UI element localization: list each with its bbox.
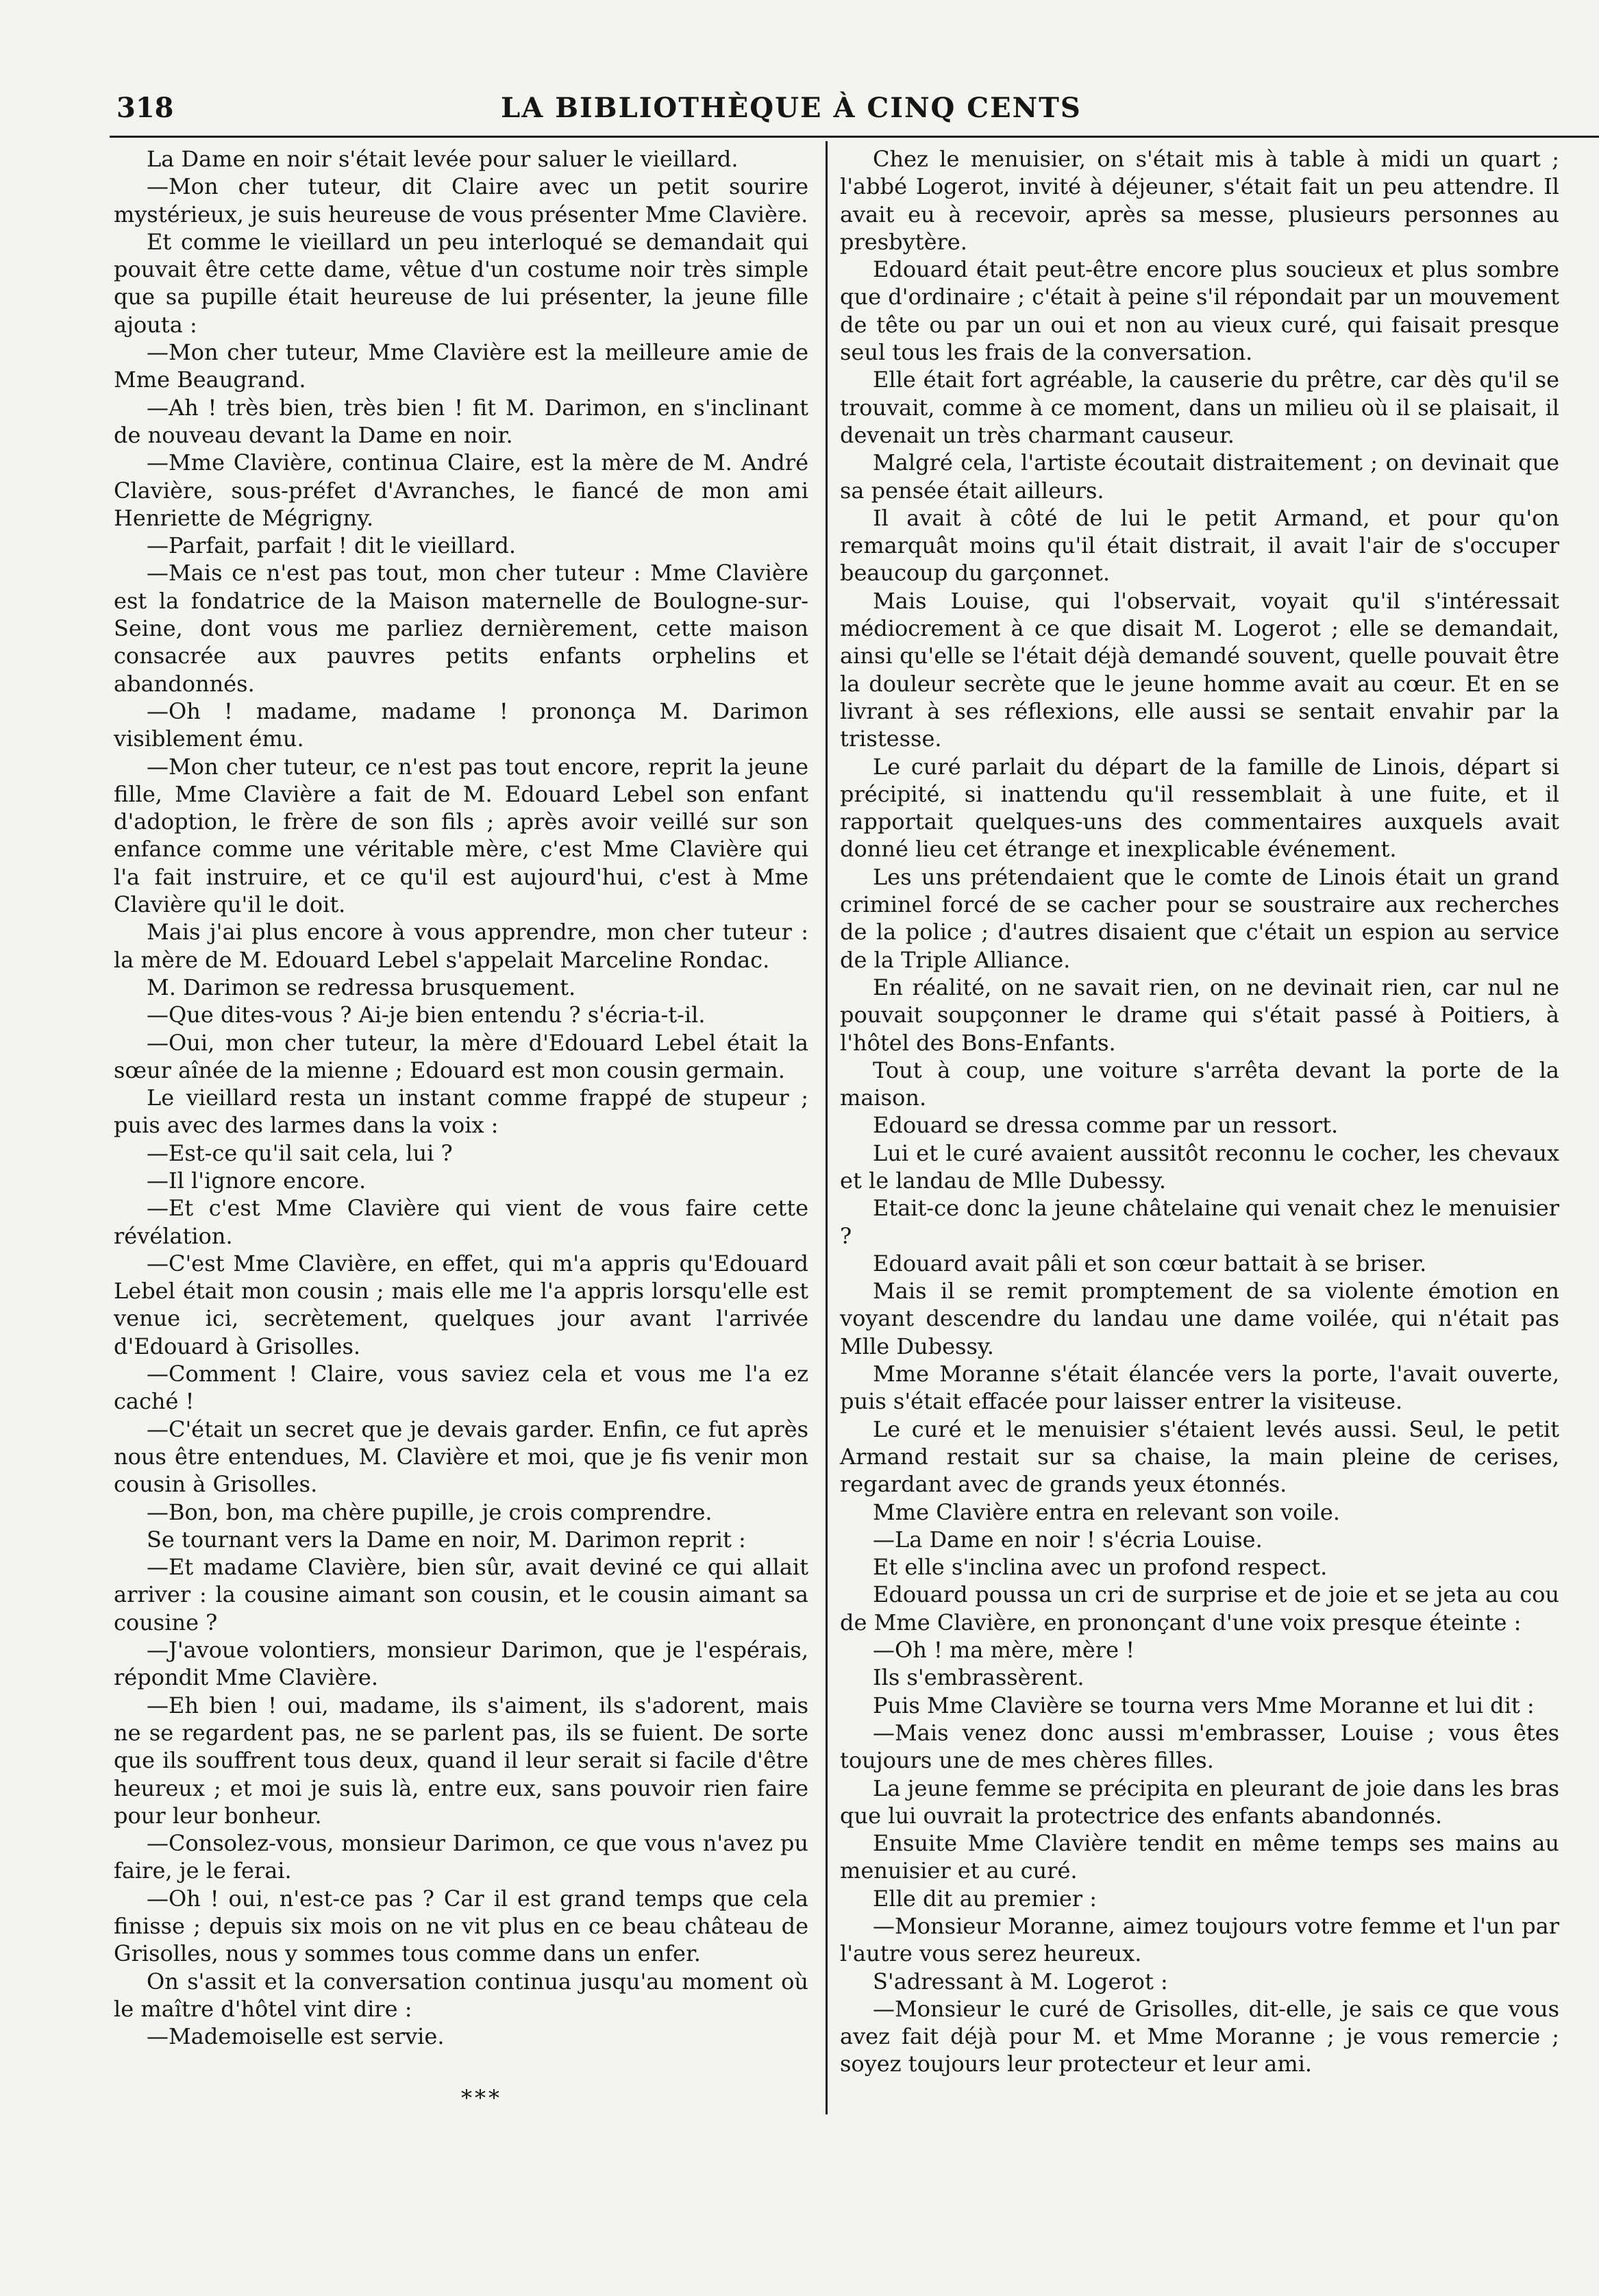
paragraph: —Que dites-vous ? Ai-je bien entendu ? s'écria-t-il. <box>147 1002 706 1028</box>
paragraph: Mme Moranne s'était élancée vers la porte, l'avait ouverte, puis s'était effacée pour laisser entrer la visiteuse. <box>840 1361 1559 1415</box>
section-separator: *** <box>461 2085 502 2112</box>
paragraph: —Oui, mon cher tuteur, la mère d'Edouard Lebel était la sœur aînée de la mienne ; Edouard est mon cousin germain. <box>114 1029 808 1083</box>
paragraph: —Eh bien ! oui, madame, ils s'aiment, ils s'adorent, mais ne se regardent pas, ne se parlent pas, ils se fuient. De sorte que ils souffrent tous deux, quand il leur serait si facile d'être heureux ; et moi je suis là, entre eux, sans pouvoir rien faire pour leur bonheur. <box>114 1692 808 1829</box>
paragraph: —Est-ce qu'il sait cela, lui ? <box>147 1139 453 1166</box>
left-column <box>114 145 808 2112</box>
paragraph: —Oh ! ma mère, mère ! <box>873 1637 1135 1664</box>
paragraph: Edouard avait pâli et son cœur battait à se briser. <box>873 1250 1427 1276</box>
paragraph: —C'est Mme Clavière, en effet, qui m'a appris qu'Edouard Lebel était mon cousin ; mais elle me l'a appris lorsqu'elle est venue ici, secrètement, quelques jour avant l'arrivée d'Edouard à Grisolles. <box>114 1250 808 1359</box>
paragraph: Lui et le curé avaient aussitôt reconnu le cocher, les chevaux et le landau de Mlle Dubessy. <box>840 1139 1559 1194</box>
paragraph: —Oh ! madame, madame ! prononça M. Darimon visiblement ému. <box>114 698 808 752</box>
paragraph: —Et c'est Mme Clavière qui vient de vous faire cette révélation. <box>114 1195 808 1249</box>
paragraph: —Et madame Clavière, bien sûr, avait deviné ce qui allait arriver : la cousine aimant son cousin, et le cousin aimant sa cousine ? <box>114 1554 808 1635</box>
paragraph: Chez le menuisier, on s'était mis à table à midi un quart ; l'abbé Logerot, invité à déjeuner, s'était fait un peu attendre. Il avait eu à recevoir, après sa messe, plusieurs personnes au presbytère. <box>840 146 1559 255</box>
paragraph: Edouard se dressa comme par un ressort. <box>873 1112 1339 1139</box>
paragraph: —Il l'ignore encore. <box>147 1167 367 1194</box>
paragraph: S'adressant à M. Logerot : <box>873 1968 1168 1995</box>
paragraph: Ensuite Mme Clavière tendit en même temps ses mains au menuisier et au curé. <box>840 1830 1559 1884</box>
paragraph: —Mon cher tuteur, Mme Clavière est la meilleure amie de Mme Beaugrand. <box>114 339 808 393</box>
paragraph: Mme Clavière entra en relevant son voile. <box>873 1498 1340 1525</box>
paragraph: Et elle s'inclina avec un profond respect. <box>873 1554 1328 1581</box>
paragraph: —Monsieur Moranne, aimez toujours votre femme et l'un par l'autre vous serez heureux. <box>840 1913 1559 1967</box>
paragraph: —Ah ! très bien, très bien ! fit M. Darimon, en s'inclinant de nouveau devant la Dame en noir. <box>114 394 808 448</box>
paragraph: La Dame en noir s'était levée pour saluer le vieillard. <box>147 146 739 172</box>
paragraph: Le curé et le menuisier s'étaient levés aussi. Seul, le petit Armand restait sur sa chaise, la main pleine de cerises, regardant avec de grands yeux étonnés. <box>840 1416 1559 1498</box>
paragraph: La jeune femme se précipita en pleurant de joie dans les bras que lui ouvrait la protectrice des enfants abandonnés. <box>840 1775 1559 1829</box>
paragraph: —Mon cher tuteur, dit Claire avec un petit sourire mystérieux, je suis heureuse de vous présenter Mme Clavière. <box>114 173 808 227</box>
paragraph: Le vieillard resta un instant comme frappé de stupeur ; puis avec des larmes dans la voix : <box>114 1085 808 1139</box>
paragraph: Mais il se remit promptement de sa violente émotion en voyant descendre du landau une dame voilée, qui n'était pas Mlle Dubessy. <box>840 1278 1559 1359</box>
page-number: 318 <box>116 92 174 124</box>
paragraph: —Mademoiselle est servie. <box>147 2023 445 2050</box>
paragraph: Les uns prétendaient que le comte de Linois était un grand criminel forcé de se cacher pour se soustraire aux recherches de la police ; d'autres disaient que c'était un espion au service de la Triple Alliance. <box>840 863 1559 973</box>
running-title: LA BIBLIOTHÈQUE À CINQ CENTS <box>501 92 1082 124</box>
paragraph: Se tournant vers la Dame en noir, M. Darimon reprit : <box>147 1526 746 1553</box>
paragraph: Malgré cela, l'artiste écoutait distraitement ; on devinait que sa pensée était ailleurs. <box>840 449 1559 504</box>
paragraph: On s'assit et la conversation continua jusqu'au moment où le maître d'hôtel vint dire : <box>114 1968 808 2022</box>
paragraph: Et comme le vieillard un peu interloqué se demandait qui pouvait être cette dame, vêtue d'un costume noir très simple que sa pupille était heureuse de lui présenter, la jeune fille ajouta : <box>114 228 808 338</box>
column-divider <box>826 141 828 2114</box>
paragraph: Etait-ce donc la jeune châtelaine qui venait chez le menuisier ? <box>840 1195 1559 1249</box>
paragraph: Edouard était peut-être encore plus soucieux et plus sombre que d'ordinaire ; c'était à peine s'il répondait par un mouvement de tête ou par un oui et non au vieux curé, qui faisait presque seul tous les frais de la conversation. <box>840 256 1559 366</box>
paragraph: —Mme Clavière, continua Claire, est la mère de M. André Clavière, sous-préfet d'Avranches, le fiancé de mon ami Henriette de Mégrigny. <box>114 449 808 531</box>
paragraph: —Mon cher tuteur, ce n'est pas tout encore, reprit la jeune fille, Mme Clavière a fait de M. Edouard Lebel son enfant d'adoption, le frère de son fils ; après avoir veillé sur son enfance comme une véritable mère, c'est Mme Clavière qui l'a fait instruire, et ce qu'il est aujourd'hui, c'est à Mme Clavière qu'il le doit. <box>114 753 808 918</box>
paragraph: Puis Mme Clavière se tourna vers Mme Moranne et lui dit : <box>873 1692 1535 1718</box>
paragraph: Le curé parlait du départ de la famille de Linois, départ si précipité, si inattendu qu'il ressemblait à une fuite, et il rapportait quelques-uns des commentaires auxquels avait donné lieu cet étrange et inexplicable événement. <box>840 753 1559 863</box>
paragraph: —Mais ce n'est pas tout, mon cher tuteur : Mme Clavière est la fondatrice de la Maison maternelle de Boulogne-sur-Seine, dont vous me parliez dernièrement, cette maison consacrée aux pauvres petits enfants orphelins et abandonnés. <box>114 560 808 697</box>
paragraph: Il avait à côté de lui le petit Armand, et pour qu'on remarquât moins qu'il était distrait, il avait l'air de s'occuper beaucoup du garçonnet. <box>840 504 1559 587</box>
paragraph: —J'avoue volontiers, monsieur Darimon, que je l'espérais, répondit Mme Clavière. <box>114 1637 808 1691</box>
paragraph: —Comment ! Claire, vous saviez cela et vous me l'a ez caché ! <box>114 1361 808 1415</box>
paragraph: —Mais venez donc aussi m'embrasser, Louise ; vous êtes toujours une de mes chères filles. <box>840 1719 1559 1774</box>
paragraph: Edouard poussa un cri de surprise et de joie et se jeta au cou de Mme Clavière, en prononçant d'une voix presque éteinte : <box>840 1581 1559 1635</box>
paragraph: M. Darimon se redressa brusquement. <box>147 974 576 1000</box>
page-header <box>110 88 1473 132</box>
paragraph: Mais j'ai plus encore à vous apprendre, mon cher tuteur : la mère de M. Edouard Lebel s'appelait Marceline Rondac. <box>114 919 808 973</box>
paragraph: —Bon, bon, ma chère pupille, je crois comprendre. <box>147 1498 712 1525</box>
paragraph: —Consolez-vous, monsieur Darimon, ce que vous n'avez pu faire, je le ferai. <box>114 1830 808 1884</box>
paragraph: Tout à coup, une voiture s'arrêta devant la porte de la maison. <box>840 1057 1559 1111</box>
paragraph: Mais Louise, qui l'observait, voyait qu'il s'intéressait médiocrement à ce que disait M. Logerot ; elle se demandait, ainsi qu'elle se l'était déjà demandé souvent, quelle pouvait être la douleur secrète que le jeune homme avait au cœur. Et en se livrant à ses réflexions, elle aussi se sentait envahir par la tristesse. <box>840 587 1559 752</box>
paragraph: —La Dame en noir ! s'écria Louise. <box>873 1526 1263 1553</box>
paragraph: —Monsieur le curé de Grisolles, dit-elle, je sais ce que vous avez fait déjà pour M. et Mme Moranne ; je vous remercie ; soyez toujours leur protecteur et leur ami. <box>840 1995 1559 2077</box>
paragraph: —C'était un secret que je devais garder. Enfin, ce fut après nous être entendues, M. Clavière et moi, que je fis venir mon cousin à Grisolles. <box>114 1416 808 1498</box>
paragraph: —Oh ! oui, n'est-ce pas ? Car il est grand temps que cela finisse ; depuis six mois on ne vit plus en ce beau château de Grisolles, nous y sommes tous comme dans un enfer. <box>114 1885 808 1967</box>
paragraph: —Parfait, parfait ! dit le vieillard. <box>147 532 516 559</box>
paragraph: Elle était fort agréable, la causerie du prêtre, car dès qu'il se trouvait, comme à ce moment, dans un milieu où il se plaisait, il devenait un très charmant causeur. <box>840 367 1559 448</box>
paragraph: Elle dit au premier : <box>873 1885 1098 1912</box>
right-column <box>840 145 1559 2078</box>
paragraph: En réalité, on ne savait rien, on ne devinait rien, car nul ne pouvait soupçonner le drame qui s'était passé à Poitiers, à l'hôtel des Bons-Enfants. <box>840 974 1559 1056</box>
header-rule <box>110 136 1599 138</box>
paragraph: Ils s'embrassèrent. <box>873 1664 1084 1691</box>
